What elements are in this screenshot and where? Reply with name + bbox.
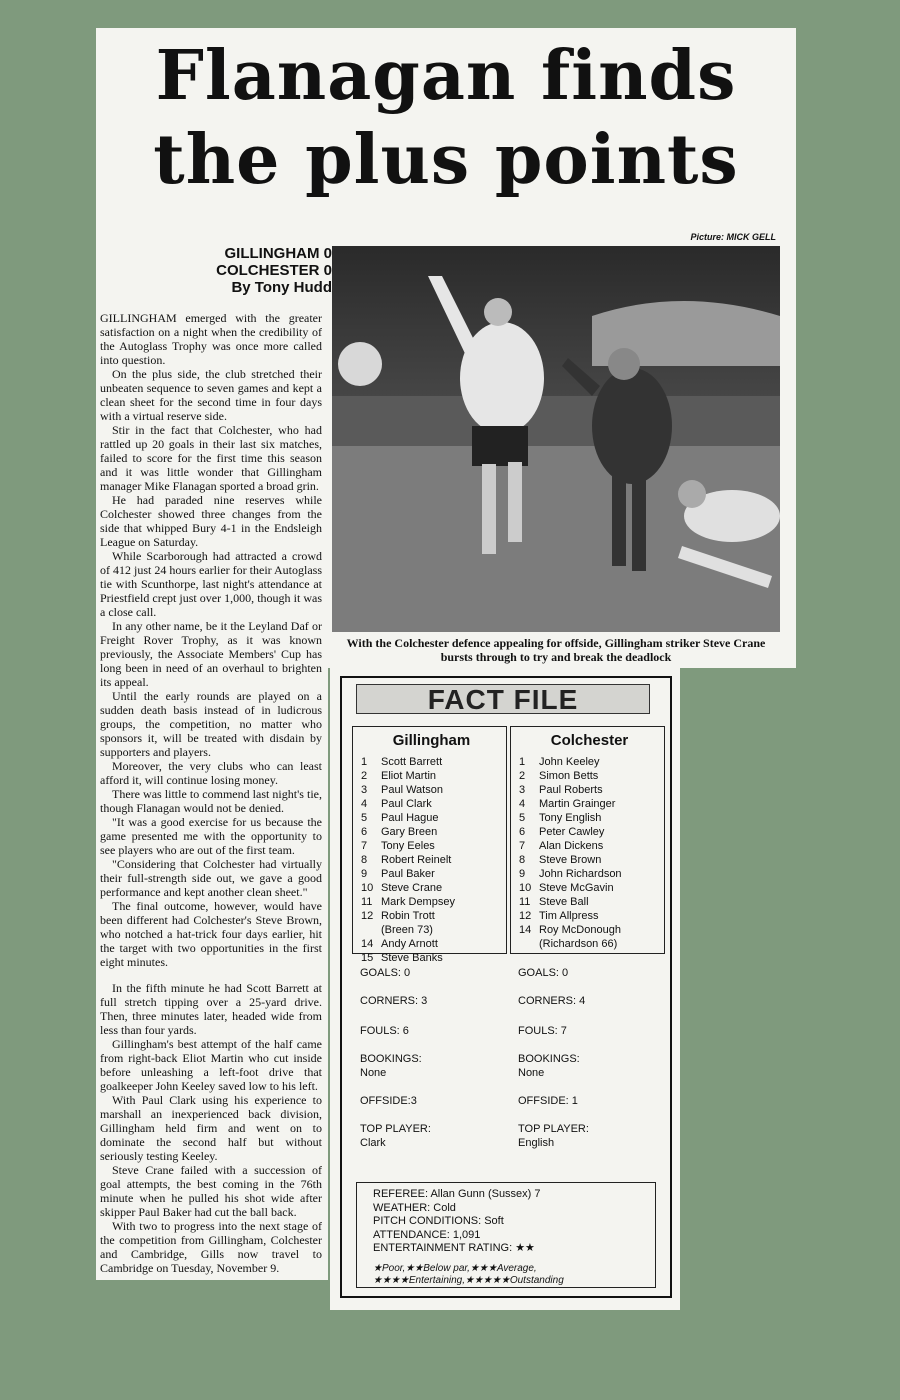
- away-team-column: [510, 726, 665, 1150]
- player-number: 11: [519, 896, 531, 908]
- player-number: 4: [361, 798, 368, 810]
- match-photo-image: [332, 246, 780, 632]
- player-row: [519, 909, 660, 923]
- home-top-player-value: Clark: [360, 1137, 386, 1149]
- player-number: 1: [361, 756, 368, 768]
- player-row: [361, 867, 502, 881]
- away-goals: GOALS: 0: [518, 967, 569, 979]
- home-top-player: [352, 1122, 507, 1150]
- article-paragraph: On the plus side, the club stretched their unbeaten sequence to seven games and kept a clean sheet for the second time in four days with a virtual reserve side.: [100, 367, 322, 423]
- player-number: 7: [361, 840, 368, 852]
- article-paragraph: Stir in the fact that Colchester, who had rattled up 20 goals in their last six matches, failed to score for the first time this season and it was little wonder that Gillingham manager Mike Flanagan sported a broad grin.: [100, 423, 322, 493]
- player-number: [361, 923, 381, 937]
- player-name: Mark Dempsey: [381, 896, 455, 908]
- article-paragraph: In the fifth minute he had Scott Barrett at full stretch tipping over a 25-yard drive. Then, three minutes later, headed wide from less than four yards.: [100, 981, 322, 1037]
- player-name: Steve Ball: [539, 896, 589, 908]
- player-name: Tony English: [539, 812, 602, 824]
- player-row: [519, 853, 660, 867]
- player-number: 9: [361, 868, 368, 880]
- match-details-box: [356, 1182, 656, 1288]
- article-paragraph: With two to progress into the next stage of the competition from Gillingham, Colchester and Cambridge, Gills now travel to Cambridge on Tuesday, November 9.: [100, 1219, 322, 1275]
- player-row: [361, 797, 502, 811]
- player-row: [361, 895, 502, 909]
- player-name: Alan Dickens: [539, 840, 604, 852]
- player-number: 8: [519, 854, 526, 866]
- player-row: [361, 951, 502, 965]
- away-fouls: FOULS: 7: [518, 1025, 567, 1037]
- player-row: [361, 853, 502, 867]
- player-name: Steve McGavin: [539, 882, 614, 894]
- home-corners: CORNERS: 3: [360, 995, 428, 1007]
- article-paragraph: Until the early rounds are played on a sudden death basis instead of in ludicrous groups, the competition, no matter who sponsors it, will be treated with disdain by supporters and players.: [100, 689, 322, 759]
- away-team-name: Colchester: [550, 732, 629, 749]
- player-name: Paul Roberts: [539, 784, 603, 796]
- away-lineup-box: [510, 726, 665, 954]
- ratings-key-line-1: ★Poor,★★Below par,★★★Average,: [373, 1262, 537, 1274]
- player-number: 6: [361, 826, 368, 838]
- article-paragraph: Moreover, the very clubs who can least afford it, will continue losing money.: [100, 759, 322, 787]
- player-number: 4: [519, 798, 526, 810]
- away-player-list: [519, 755, 660, 951]
- player-row: [361, 825, 502, 839]
- player-name: Steve Crane: [381, 882, 443, 894]
- weather: WEATHER: Cold: [373, 1201, 456, 1214]
- away-corners: CORNERS: 4: [518, 995, 586, 1007]
- player-name: Paul Clark: [381, 798, 432, 810]
- fact-file: [340, 676, 672, 1298]
- player-number: 5: [519, 812, 526, 824]
- away-offside: OFFSIDE: 1: [518, 1095, 578, 1107]
- article-paragraph: GILLINGHAM emerged with the greater satisfaction on a night when the credibility of the Autoglass Trophy was once more called into question.: [100, 311, 322, 367]
- article-paragraph: "It was a good exercise for us because the game presented me with the opportunity to see players who are out of the first team.: [100, 815, 322, 857]
- photo-caption: With the Colchester defence appealing for offside, Gillingham striker Steve Crane bursts through to try and break the deadlock: [346, 636, 766, 664]
- byline: [104, 245, 332, 296]
- player-number: 8: [361, 854, 368, 866]
- player-number: 3: [519, 784, 526, 796]
- player-name: Roy McDonough: [539, 924, 621, 936]
- away-bookings-label: BOOKINGS:: [518, 1053, 580, 1065]
- article-paragraph: He had paraded nine reserves while Colchester showed three changes from the side that whipped Bury 4-1 in the Endsleigh League on Saturday.: [100, 493, 322, 549]
- player-number: 15: [361, 952, 374, 964]
- article-body: [100, 311, 322, 1277]
- player-name: Robin Trott: [381, 910, 435, 922]
- player-name: Tim Allpress: [539, 910, 599, 922]
- player-row: [519, 923, 660, 937]
- article-paragraph: The final outcome, however, would have been different had Colchester's Steve Brown, who notched a hat-trick four days earlier, hit the target with two opportunities in the first eight minutes.: [100, 899, 322, 969]
- home-team-column: [352, 726, 507, 1150]
- article-paragraph: In any other name, be it the Leyland Daf or Freight Rover Trophy, as it was known previously, the Associate Members' Cup has long been in need of an overhaul to brighten its appeal.: [100, 619, 322, 689]
- home-bookings: [352, 1052, 507, 1080]
- player-number: 1: [519, 756, 526, 768]
- home-bookings-value: None: [360, 1067, 387, 1079]
- home-player-list: [361, 755, 502, 965]
- player-name: Paul Hague: [381, 812, 439, 824]
- player-row: [519, 755, 660, 769]
- away-top-player-value: English: [518, 1137, 555, 1149]
- player-number: 10: [361, 882, 374, 894]
- home-bookings-label: BOOKINGS:: [360, 1053, 422, 1065]
- player-number: 7: [519, 840, 526, 852]
- fact-file-title: FACT FILE: [356, 684, 650, 714]
- ratings-key: [373, 1263, 647, 1287]
- player-row: [361, 937, 502, 951]
- player-number: 12: [361, 910, 374, 922]
- player-name: Paul Baker: [381, 868, 435, 880]
- player-name: Scott Barrett: [381, 756, 443, 768]
- score-away: COLCHESTER 0: [216, 262, 332, 279]
- player-row: [361, 769, 502, 783]
- player-row: [361, 923, 502, 937]
- player-name: Gary Breen: [381, 826, 438, 838]
- player-row: [361, 881, 502, 895]
- player-name: (Richardson 66): [539, 938, 618, 950]
- away-top-player: [510, 1122, 665, 1150]
- player-row: [519, 769, 660, 783]
- ratings-key-line-2: ★★★★Entertaining,★★★★★Outstanding: [373, 1274, 564, 1286]
- player-row: [519, 937, 660, 951]
- player-row: [361, 839, 502, 853]
- player-number: 10: [519, 882, 532, 894]
- player-number: 2: [361, 770, 368, 782]
- player-number: 5: [361, 812, 368, 824]
- home-team-name: Gillingham: [392, 732, 471, 749]
- home-offside: OFFSIDE:3: [360, 1095, 417, 1107]
- player-name: Steve Brown: [539, 854, 602, 866]
- player-name: Andy Arnott: [381, 938, 438, 950]
- away-bookings-value: None: [518, 1067, 545, 1079]
- attendance: ATTENDANCE: 1,091: [373, 1228, 481, 1241]
- player-row: [519, 811, 660, 825]
- player-name: Simon Betts: [539, 770, 599, 782]
- player-number: 9: [519, 868, 526, 880]
- match-photo: [332, 246, 780, 632]
- away-top-player-label: TOP PLAYER:: [518, 1123, 589, 1135]
- article-paragraph: There was little to commend last night's tie, though Flanagan would not be denied.: [100, 787, 322, 815]
- article-paragraph: While Scarborough had attracted a crowd of 412 just 24 hours earlier for their Autoglass tie with Scunthorpe, last night's attendance at Priestfield crept just over 1,000, though it was a close call.: [100, 549, 322, 619]
- player-number: 14: [519, 924, 532, 936]
- player-number: 12: [519, 910, 532, 922]
- player-row: [361, 811, 502, 825]
- author: By Tony Hudd: [231, 279, 332, 296]
- headline-line-1: Flanagan finds: [155, 36, 737, 116]
- pitch-conditions: PITCH CONDITIONS: Soft: [373, 1215, 504, 1227]
- article-paragraph: Steve Crane failed with a succession of goal attempts, the best coming in the 76th minute when he pulled his shot wide after skipper Paul Baker had cut the ball back.: [100, 1163, 322, 1219]
- player-row: [361, 783, 502, 797]
- player-name: John Keeley: [539, 756, 600, 768]
- player-number: [519, 937, 539, 951]
- player-number: 3: [361, 784, 368, 796]
- headline: [104, 34, 788, 202]
- referee: REFEREE: Allan Gunn (Sussex) 7: [373, 1188, 541, 1200]
- player-number: 2: [519, 770, 526, 782]
- player-name: Steve Banks: [381, 952, 443, 964]
- player-name: Martin Grainger: [539, 798, 616, 810]
- player-name: (Breen 73): [381, 924, 433, 936]
- player-row: [519, 797, 660, 811]
- player-number: 14: [361, 938, 374, 950]
- home-top-player-label: TOP PLAYER:: [360, 1123, 431, 1135]
- player-row: [361, 755, 502, 769]
- player-name: Eliot Martin: [381, 770, 437, 782]
- player-row: [519, 783, 660, 797]
- article-paragraph: Gillingham's best attempt of the half came from right-back Eliot Martin who cut inside before unleashing a left-foot drive that goalkeeper John Keeley saved low to his left.: [100, 1037, 322, 1093]
- player-number: 6: [519, 826, 526, 838]
- player-name: Peter Cawley: [539, 826, 605, 838]
- player-row: [519, 867, 660, 881]
- player-name: Robert Reinelt: [381, 854, 452, 866]
- player-name: Paul Watson: [381, 784, 443, 796]
- entertainment-rating: ENTERTAINMENT RATING: ★★: [373, 1242, 535, 1254]
- article-paragraph: "Considering that Colchester had virtually their full-strength side out, we gave a good performance and kept another clean sheet.": [100, 857, 322, 899]
- player-row: [519, 825, 660, 839]
- player-name: John Richardson: [539, 868, 622, 880]
- player-row: [519, 881, 660, 895]
- player-number: 11: [361, 896, 373, 908]
- player-row: [519, 895, 660, 909]
- away-bookings: [510, 1052, 665, 1080]
- home-goals: GOALS: 0: [360, 967, 411, 979]
- player-name: Tony Eeles: [381, 840, 435, 852]
- photo-credit: Picture: MICK GELL: [690, 232, 776, 242]
- home-lineup-box: [352, 726, 507, 964]
- article-paragraph: With Paul Clark using his experience to marshall an inexperienced back division, Gillingham held firm and went on to dominate the second half but without seriously testing Keeley.: [100, 1093, 322, 1163]
- headline-line-2: the plus points: [153, 120, 739, 200]
- home-fouls: FOULS: 6: [360, 1025, 409, 1037]
- score-home: GILLINGHAM 0: [224, 245, 332, 262]
- player-row: [519, 839, 660, 853]
- player-row: [361, 909, 502, 923]
